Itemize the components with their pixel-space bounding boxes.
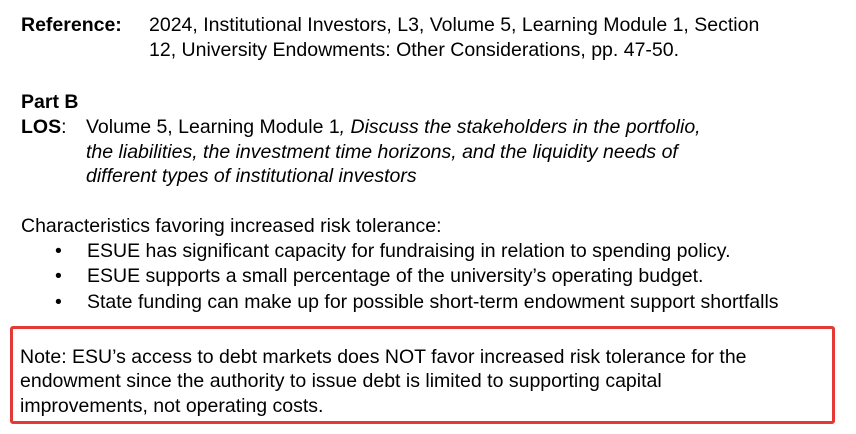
los-italic-line2: the liabilities, the investment time horizons, and the liquidity needs of — [86, 141, 678, 163]
los-line1 — [21, 115, 67, 139]
note-line1: Note: ESU’s access to debt markets does NOT favor increased risk tolerance for the — [20, 346, 747, 368]
bullet-icon: • — [55, 265, 62, 287]
los-colon: : — [61, 116, 67, 138]
los-italic-line1: , Discuss the stakeholders in the portfolio, — [339, 116, 701, 138]
list-item-text: State funding can make up for possible short-term endowment support shortfalls — [87, 291, 779, 313]
bullet-icon: • — [55, 240, 62, 262]
reference-text-line1: 2024, Institutional Investors, L3, Volume 5, Learning Module 1, Section — [149, 14, 760, 36]
list-item-text: ESUE supports a small percentage of the university’s operating budget. — [87, 265, 704, 287]
los-prefix: Volume 5, Learning Module 1 — [86, 116, 340, 138]
note-line3: improvements, not operating costs. — [20, 395, 324, 417]
reference-text-line2: 12, University Endowments: Other Considerations, pp. 47-50. — [149, 39, 680, 61]
list-item-text: ESUE has significant capacity for fundraising in relation to spending policy. — [87, 240, 731, 262]
bullet-icon: • — [55, 291, 62, 313]
note-highlight-box — [10, 326, 835, 424]
los-italic-line3: different types of institutional investors — [86, 165, 417, 187]
part-title: Part B — [21, 91, 79, 113]
los-label: LOS — [21, 116, 62, 138]
reference-label: Reference: — [21, 14, 122, 36]
characteristics-heading: Characteristics favoring increased risk tolerance: — [21, 215, 442, 237]
note-line2: endowment since the authority to issue debt is limited to supporting capital — [20, 370, 662, 392]
los-text-line1 — [86, 115, 701, 139]
